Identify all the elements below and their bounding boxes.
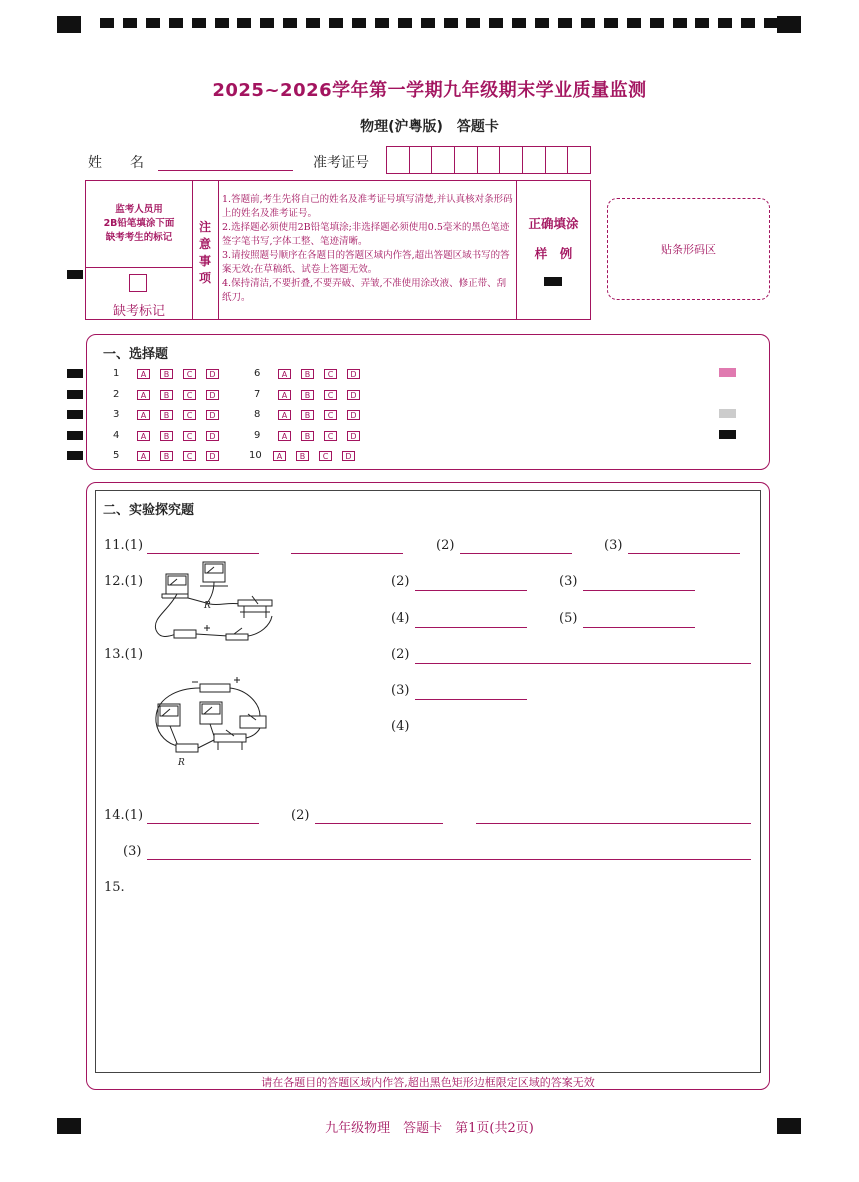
choice-question-number: 2 [113,389,120,400]
choice-option-d[interactable]: D [206,390,219,400]
timing-mark [146,18,160,28]
choice-option-c[interactable]: C [183,431,196,441]
notes-heading-4: 项 [198,271,211,285]
q14-answer-1[interactable] [147,823,259,824]
choice-option-b[interactable]: B [301,410,314,420]
q12-answer-2[interactable] [415,590,527,591]
sample-label-2: 样 例 [534,246,573,261]
circuit-diagram-q13 [148,674,273,769]
choice-option-c[interactable]: C [324,390,337,400]
page-footer: 九年级物理 答题卡 第1页(共2页) [325,1121,534,1136]
experiment-section-title: 二、实验探究题 [103,503,195,518]
choice-option-a[interactable]: A [273,451,286,461]
choice-question-number: 9 [254,430,261,441]
timing-mark [215,18,229,28]
barcode-label: 贴条形码区 [661,243,716,256]
notes-heading-2: 意 [198,237,211,251]
choice-question-number: 10 [249,450,262,461]
timing-mark [581,18,595,28]
timing-mark [192,18,206,28]
note-item-2: 2.选择题必须使用2B铅笔填涂;非选择题必须使用0.5毫米的黑色笔迹签字笔书写,字体工整、笔迹清晰。 [222,222,510,247]
choice-option-a[interactable]: A [137,451,150,461]
choice-option-c[interactable]: C [183,369,196,379]
choice-option-c[interactable]: C [324,431,337,441]
choice-option-d[interactable]: D [206,451,219,461]
choice-option-a[interactable]: A [137,390,150,400]
choice-option-d[interactable]: D [342,451,355,461]
timing-mark [466,18,480,28]
timing-mark [123,18,137,28]
side-timing-mark [67,410,83,419]
choice-question-number: 5 [113,450,120,461]
timing-mark [627,18,641,28]
timing-mark [100,18,114,28]
q13-answer-3[interactable] [415,699,527,700]
choice-option-b[interactable]: B [160,451,173,461]
timing-mark [489,18,503,28]
q11-answer-1a[interactable] [147,553,259,554]
q11-part2-label: (2) [436,538,455,553]
choice-option-b[interactable]: B [160,369,173,379]
timing-mark [718,18,732,28]
q11-answer-2[interactable] [460,553,572,554]
side-mark-notice [67,270,83,279]
choice-option-c[interactable]: C [319,451,332,461]
choice-option-d[interactable]: D [347,369,360,379]
answer-area-warning: 请在各题目的答题区域内作答,超出黑色矩形边框限定区域的答案无效 [261,1076,595,1089]
timing-mark [260,18,274,28]
right-mark-pink [719,368,736,377]
timing-mark [421,18,435,28]
q12-part4-label: (4) [391,611,410,626]
timing-mark [673,18,687,28]
timing-mark [764,18,778,28]
q12-label: 12.(1) [104,574,144,589]
proctor-line-1: 监考人员用 [115,204,163,215]
choice-option-d[interactable]: D [347,390,360,400]
sample-label-1: 正确填涂 [528,216,579,231]
name-label: 姓 名 [88,155,144,171]
choice-option-b[interactable]: B [301,369,314,379]
q11-answer-3[interactable] [628,553,740,554]
timing-mark [535,18,549,28]
circuit-diagram-q12 [148,556,278,651]
exam-id-boxes[interactable] [386,146,591,174]
choice-question-number: 1 [113,368,120,379]
q12-answer-4[interactable] [415,627,527,628]
timing-mark [695,18,709,28]
choice-option-a[interactable]: A [278,431,291,441]
timing-mark [352,18,366,28]
choice-option-c[interactable]: C [324,410,337,420]
choice-option-c[interactable]: C [183,451,196,461]
q14-answer-2a[interactable] [315,823,443,824]
notes-heading [192,219,218,287]
timing-mark [444,18,458,28]
choice-section [86,334,770,470]
side-timing-mark [67,451,83,460]
side-timing-mark [67,390,83,399]
q12-part3-label: (3) [559,574,578,589]
q14-label: 14.(1) [104,808,144,823]
q14-part3-label: (3) [123,844,142,859]
choice-option-d[interactable]: D [347,431,360,441]
choice-option-d[interactable]: D [347,410,360,420]
note-item-4: 4.保持清洁,不要折叠,不要弄破、弄皱,不准使用涂改液、修正带、刮纸刀。 [222,278,507,303]
note-item-1: 1.答题前,考生先将自己的姓名及准考证号填写清楚,并认真核对条形码上的姓名及准考证号。 [222,194,513,219]
absent-mark-label: 缺考标记 [112,304,165,319]
choice-option-b[interactable]: B [160,410,173,420]
timing-mark [283,18,297,28]
right-mark-black [719,430,736,439]
q12-answer-5[interactable] [583,627,695,628]
q13-answer-2[interactable] [415,663,751,664]
q11-label: 11.(1) [104,538,144,553]
q13-part2-label: (2) [391,647,410,662]
choice-question-number: 3 [113,409,120,420]
choice-option-b[interactable]: B [160,431,173,441]
choice-option-c[interactable]: C [183,410,196,420]
q12-part5-label: (5) [559,611,578,626]
page-subtitle: 物理(沪粤版) 答题卡 [360,119,499,135]
notes-list [222,193,514,305]
choice-option-a[interactable]: A [137,431,150,441]
notes-heading-3: 事 [198,254,211,268]
barcode-area [607,198,770,300]
note-item-3: 3.请按照题号顺序在各题目的答题区域内作答,超出答题区域书写的答案无效;在草稿纸、试卷上答题无效。 [222,250,510,275]
timing-mark [741,18,755,28]
timing-mark [237,18,251,28]
proctor-instruction [86,203,192,245]
choice-option-d[interactable]: D [206,369,219,379]
q11-answer-1b[interactable] [291,553,403,554]
choice-option-b[interactable]: B [296,451,309,461]
corner-mark-top-left [57,16,81,33]
q11-part3-label: (3) [604,538,623,553]
timing-mark [558,18,572,28]
choice-option-a[interactable]: A [137,410,150,420]
choice-option-a[interactable]: A [278,369,291,379]
resistor-label-q13: R [178,758,185,768]
choice-option-a[interactable]: A [137,369,150,379]
timing-mark [512,18,526,28]
absent-checkbox[interactable] [129,274,147,292]
right-mark-gray [719,409,736,418]
proctor-line-3: 缺考考生的标记 [105,232,173,243]
timing-mark [306,18,320,28]
q13-part4-label: (4) [391,719,410,734]
page-title: 2025~2026学年第一学期九年级期末学业质量监测 [212,80,647,101]
q13-part3-label: (3) [391,683,410,698]
notes-heading-1: 注 [198,220,211,234]
q14-answer-2b[interactable] [476,823,751,824]
choice-section-title: 一、选择题 [103,347,169,362]
q13-label: 13.(1) [104,647,144,662]
q15-answer-area[interactable] [100,900,756,1068]
timing-mark [169,18,183,28]
choice-option-a[interactable]: A [278,390,291,400]
notice-panel [85,180,591,320]
choice-option-d[interactable]: D [206,431,219,441]
name-field[interactable] [158,170,293,171]
side-timing-mark [67,369,83,378]
q12-answer-3[interactable] [583,590,695,591]
proctor-line-2: 2B铅笔填涂下面 [103,218,175,229]
choice-question-number: 7 [254,389,261,400]
choice-option-b[interactable]: B [301,431,314,441]
choice-question-number: 4 [113,430,120,441]
q15-label: 15. [104,880,125,895]
choice-question-number: 8 [254,409,261,420]
choice-option-b[interactable]: B [301,390,314,400]
timing-mark [375,18,389,28]
exam-id-label: 准考证号 [313,155,369,171]
timing-mark [329,18,343,28]
q12-part2-label: (2) [391,574,410,589]
choice-option-a[interactable]: A [278,410,291,420]
choice-option-c[interactable]: C [324,369,337,379]
choice-option-b[interactable]: B [160,390,173,400]
timing-mark [650,18,664,28]
sample-filled-mark [544,277,562,286]
side-timing-mark [67,431,83,440]
choice-question-number: 6 [254,368,261,379]
choice-option-c[interactable]: C [183,390,196,400]
timing-mark [398,18,412,28]
choice-option-d[interactable]: D [206,410,219,420]
timing-mark [604,18,618,28]
resistor-label-q12: R [204,601,211,611]
q14-answer-3[interactable] [147,859,751,860]
q14-part2-label: (2) [291,808,310,823]
corner-mark-top-right [777,16,801,33]
